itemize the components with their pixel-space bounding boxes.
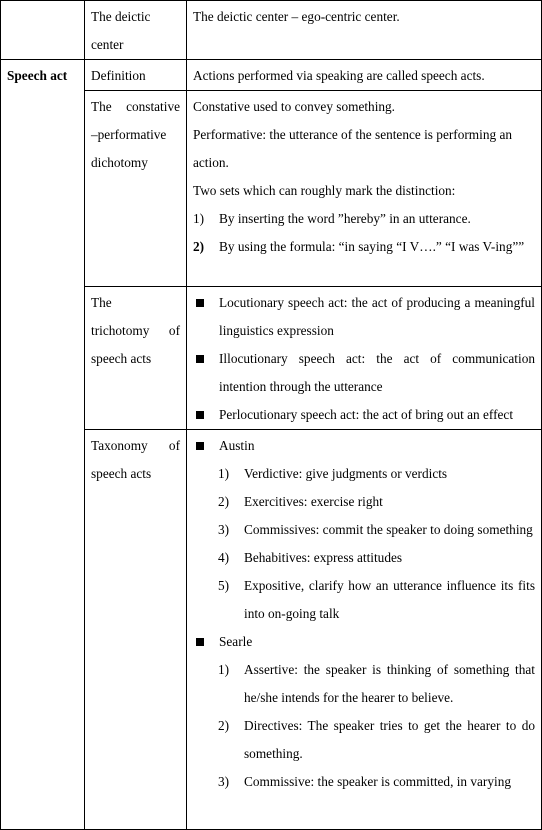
austin-item — [193, 460, 535, 488]
term-line-3: speech acts — [91, 351, 152, 366]
content-cell — [187, 287, 542, 430]
item-number: 1) — [218, 662, 230, 677]
speech-act-definition — [187, 60, 541, 90]
row-deictic-center — [1, 1, 542, 60]
item-number: 2) — [218, 494, 230, 509]
austin-name: Austin — [219, 438, 255, 453]
square-bullet-icon — [195, 432, 205, 460]
item-number: 3) — [218, 522, 230, 537]
square-bullet-icon — [195, 628, 205, 656]
term-line-2: –performative — [91, 127, 167, 142]
term-taxonomy — [85, 430, 186, 488]
bullet-text: Perlocutionary speech act: the act of bring out an effect — [219, 407, 514, 422]
austin-heading — [193, 432, 535, 460]
square-bullet-icon — [195, 289, 205, 317]
bullet-item — [193, 345, 535, 401]
term-cell — [85, 430, 187, 830]
item-text: Commissive: the speaker is committed, in varying — [244, 774, 512, 789]
searle-item — [193, 656, 535, 712]
term-cell — [85, 1, 187, 60]
deictic-center-definition: The deictic center – ego-centric center. — [193, 9, 400, 24]
term-cell — [85, 91, 187, 287]
speech-act-label: Speech act — [7, 68, 68, 83]
bullet-text: Illocutionary speech act: the act of communication intention through the utterance — [219, 351, 535, 394]
item-text: Expositive, clarify how an utterance influence its fits into on-going talk — [244, 578, 535, 621]
taxonomy-content — [187, 430, 541, 796]
speech-act-definition-text: Actions performed via speaking are called speech acts. — [193, 68, 485, 83]
item-number: 1) — [193, 211, 205, 226]
austin-item — [193, 516, 535, 544]
item-number: 3) — [218, 774, 230, 789]
searle-item — [193, 712, 535, 768]
term-trichotomy — [85, 287, 186, 373]
square-bullet-icon — [195, 401, 205, 429]
speech-act-label-cell — [1, 60, 85, 830]
item-number: 4) — [218, 550, 230, 565]
term-deictic-center: The deictic center — [91, 9, 151, 52]
bullet-item — [193, 289, 535, 345]
austin-item — [193, 544, 535, 572]
definition-cell — [187, 1, 542, 60]
term-line-3: dichotomy — [91, 155, 148, 170]
term-constative-performative — [85, 91, 186, 121]
row-speech-act-definition — [1, 60, 542, 91]
empty-label-cell — [1, 1, 85, 60]
item-text: Verdictive: give judgments or verdicts — [244, 466, 448, 481]
item-number: 1) — [218, 466, 230, 481]
distinction-item — [193, 233, 535, 261]
item-text: By inserting the word ”hereby” in an utterance. — [219, 211, 471, 226]
searle-name: Searle — [219, 634, 253, 649]
bullet-text: Locutionary speech act: the act of producing a meaningful linguistics expression — [219, 295, 535, 338]
constative-content — [187, 91, 541, 261]
definition-cell — [187, 60, 542, 91]
square-bullet-icon — [195, 345, 205, 373]
item-text: Directives: The speaker tries to get the hearer to do something. — [244, 718, 535, 761]
term-line-2: trichotomy of — [91, 323, 180, 338]
searle-heading — [193, 628, 535, 656]
item-text: Exercitives: exercise right — [244, 494, 383, 509]
term-line-2: speech acts — [91, 466, 152, 481]
austin-item — [193, 488, 535, 516]
constative-line: Constative used to convey something. — [193, 99, 396, 114]
item-number: 2) — [218, 718, 230, 733]
bullet-item — [193, 401, 535, 429]
item-text: By using the formula: “in saying “I V….” “I was V-ing”” — [219, 239, 525, 254]
distinction-intro-line: Two sets which can roughly mark the distinction: — [193, 183, 456, 198]
item-number: 2) — [193, 239, 205, 254]
content-cell — [187, 91, 542, 287]
performative-line: Performative: the utterance of the sentence is performing an action. — [193, 127, 512, 170]
term-cell — [85, 60, 187, 91]
austin-item — [193, 572, 535, 628]
term-cell — [85, 287, 187, 430]
term-line-1: The constative — [91, 99, 180, 114]
item-text: Assertive: the speaker is thinking of something that he/she intends for the hearer to believe. — [244, 662, 535, 705]
distinction-item — [193, 205, 535, 233]
item-text: Behabitives: express attitudes — [244, 550, 403, 565]
item-text: Commissives: commit the speaker to doing something — [244, 522, 533, 537]
term-line-1: The — [91, 295, 112, 310]
term-definition: Definition — [91, 68, 146, 83]
content-cell — [187, 430, 542, 830]
trichotomy-content — [187, 287, 541, 429]
term-line-1: Taxonomy of — [91, 438, 180, 453]
searle-item — [193, 768, 535, 796]
item-number: 5) — [218, 578, 230, 593]
